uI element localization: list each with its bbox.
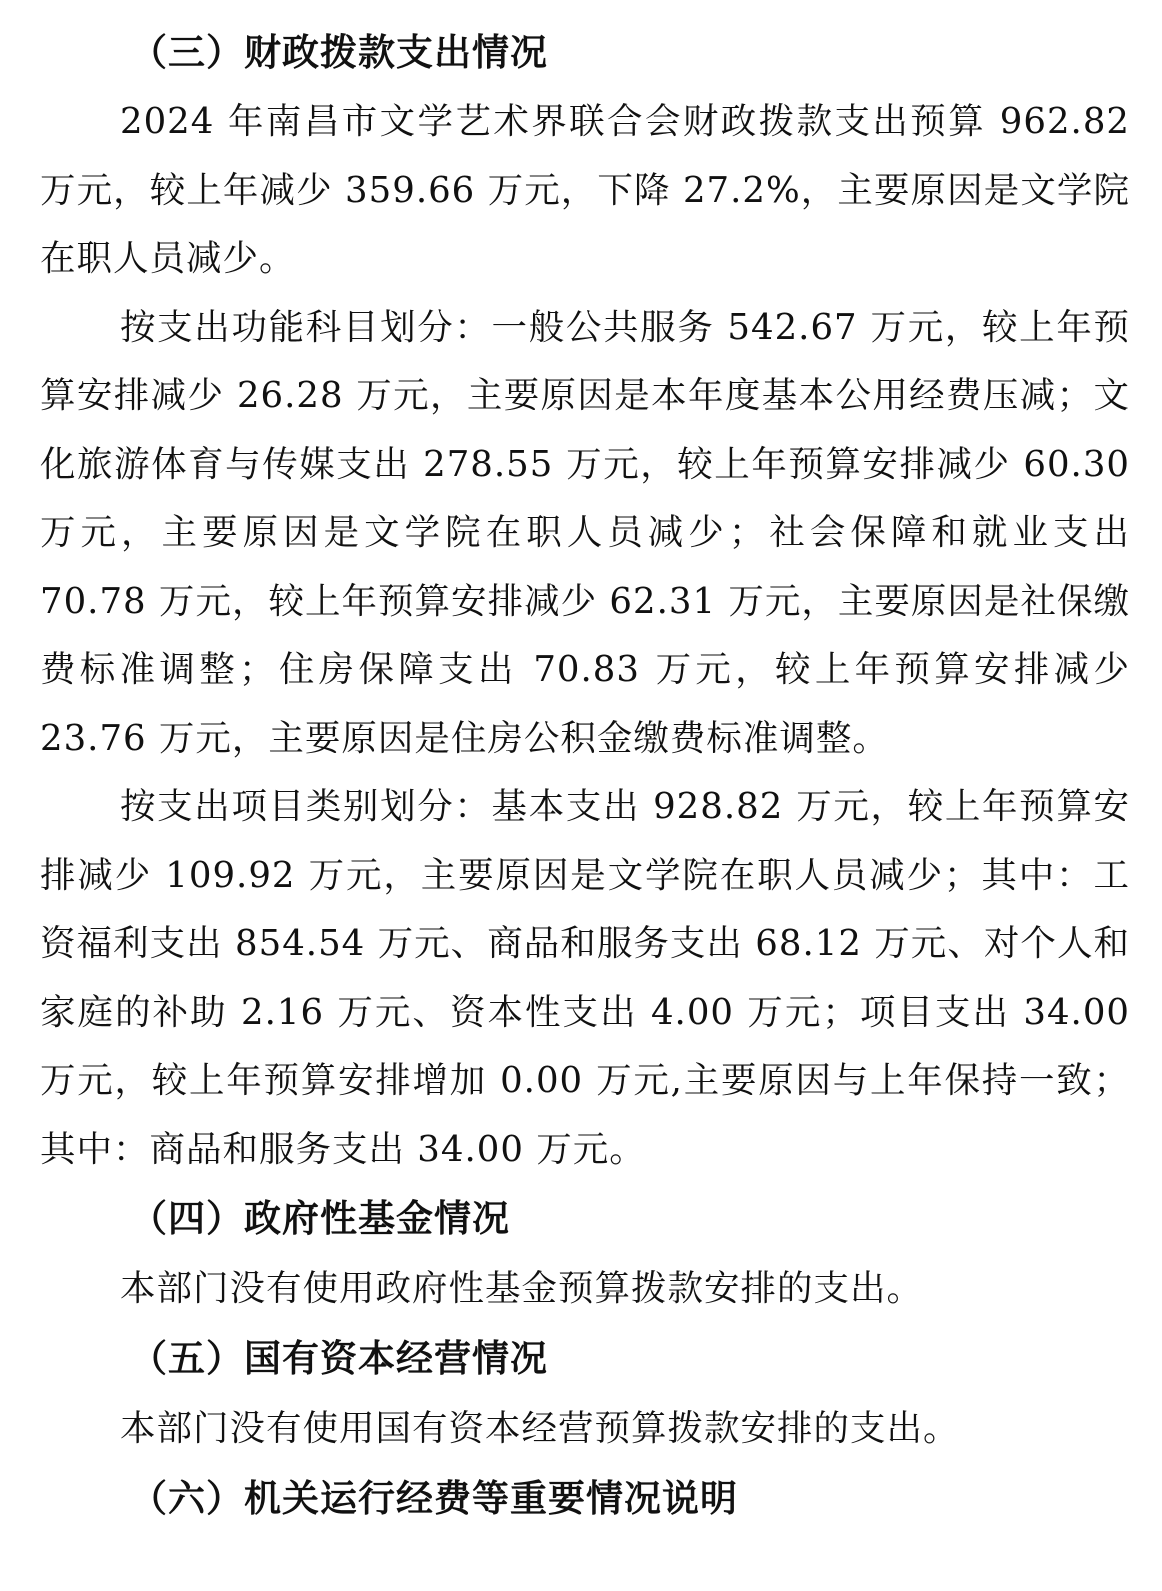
section-heading-5: （五）国有资本经营情况: [130, 1337, 548, 1380]
paragraph-state-capital: 本部门没有使用国有资本经营预算拨款安排的支出。: [120, 1408, 960, 1449]
paragraph-government-fund: 本部门没有使用政府性基金预算拨款安排的支出。: [120, 1268, 924, 1309]
paragraph-total-expenditure: 2024 年南昌市文学艺术界联合会财政拨款支出预算 962.82 万元，较上年减少 359.66 万元，下降 27.2%，主要原因是文学院在职人员减少。: [40, 101, 1130, 279]
section-heading-4: （四）政府性基金情况: [130, 1197, 510, 1240]
document-page: [40, 18, 1130, 1534]
paragraph-by-function: 按支出功能科目划分：一般公共服务 542.67 万元，较上年预算安排减少 26.28 万元，主要原因是本年度基本公用经费压减；文化旅游体育与传媒支出 278.55 万元，较上年预算安排减少 60.30 万元，主要原因是文学院在职人员减少；社会保障和就业支出 70.78 万元，较上年预算安排减少 62.31 万元，主要原因是社保缴费标准调整；住房保障支出 70.83 万元，较上年预算安排减少 23.76 万元，主要原因是住房公积金缴费标准调整。: [40, 306, 1130, 759]
section-heading-6: （六）机关运行经费等重要情况说明: [130, 1477, 738, 1520]
section-heading-3: （三）财政拨款支出情况: [130, 31, 548, 74]
paragraph-by-category: 按支出项目类别划分：基本支出 928.82 万元，较上年预算安排减少 109.92 万元，主要原因是文学院在职人员减少；其中：工资福利支出 854.54 万元、商品和服务支出 68.12 万元、对个人和家庭的补助 2.16 万元、资本性支出 4.00 万元；项目支出 34.00 万元，较上年预算安排增加 0.00 万元,主要原因与上年保持一致；其中：商品和服务支出 34.00 万元。: [40, 786, 1130, 1170]
